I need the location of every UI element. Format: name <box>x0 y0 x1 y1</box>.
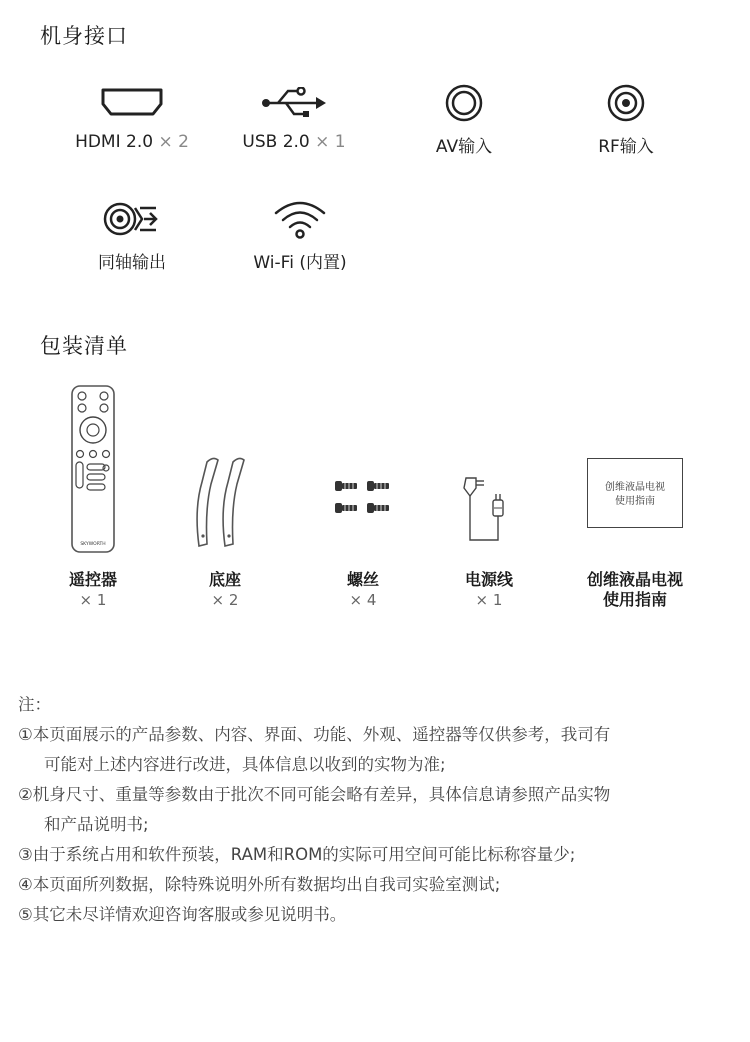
notes-heading: 注： <box>18 695 51 714</box>
package-item-stand <box>150 382 300 610</box>
port-hdmi-qty: × 2 <box>153 132 189 152</box>
port-hdmi <box>52 78 212 152</box>
package-stand-qty: × 2 <box>211 591 239 609</box>
note-line-2: ②机身尺寸、重量等参数由于批次不同可能会略有差异，具体信息请参照产品实物 <box>18 785 611 804</box>
hdmi-port-icon <box>52 78 212 128</box>
package-remote-name: 遥控器 <box>68 570 117 589</box>
package-power-cord-qty: × 1 <box>475 591 503 609</box>
port-rf <box>546 78 706 157</box>
note-line-3: ③由于系统占用和软件预装，RAM和ROM的实际可用空间可能比标称容量少; <box>18 845 576 864</box>
note-line-1: ①本页面展示的产品参数、内容、界面、功能、外观、遥控器等仅供参考，我司有 <box>18 725 611 744</box>
package-power-cord-name: 电源线 <box>464 570 513 589</box>
note-line-1-cont: 可能对上述内容进行改进，具体信息以收到的实物为准; <box>44 755 446 774</box>
package-item-manual <box>560 382 710 610</box>
package-manual-name-line2: 使用指南 <box>602 590 667 609</box>
av-port-icon <box>384 78 544 128</box>
port-usb-label: USB 2.0 <box>242 132 310 152</box>
port-av-label: AV输入 <box>435 137 493 157</box>
power-cord-icon <box>414 382 564 554</box>
remote-control-icon <box>18 382 168 554</box>
wifi-icon <box>220 194 380 244</box>
port-av <box>384 78 544 157</box>
package-section-title: 包装清单 <box>40 334 128 358</box>
notes-block <box>18 690 733 930</box>
package-screws-name: 螺丝 <box>346 570 379 589</box>
note-line-5: ⑤其它未尽详情欢迎咨询客服或参见说明书。 <box>18 905 347 924</box>
usb-icon <box>214 78 374 128</box>
package-screws-qty: × 4 <box>349 591 377 609</box>
manual-icon <box>560 382 710 554</box>
port-wifi-label: Wi-Fi (内置) <box>253 253 347 273</box>
package-manual-name-line1: 创维液晶电视 <box>586 570 683 589</box>
port-hdmi-label: HDMI 2.0 <box>75 132 154 152</box>
stand-legs-icon <box>150 382 300 554</box>
port-usb <box>214 78 374 152</box>
note-line-2-cont: 和产品说明书; <box>44 815 149 834</box>
package-remote-qty: × 1 <box>79 591 107 609</box>
rf-port-icon <box>546 78 706 128</box>
package-stand-name: 底座 <box>208 570 241 589</box>
note-line-4: ④本页面所列数据，除特殊说明外所有数据均出自我司实验室测试; <box>18 875 501 894</box>
ports-section-title: 机身接口 <box>40 24 128 48</box>
package-item-remote <box>18 382 168 610</box>
package-item-power-cord <box>414 382 564 610</box>
manual-cover-line2: 使用指南 <box>615 496 655 507</box>
manual-cover-line1: 创维液晶电视 <box>605 482 665 493</box>
port-coaxial-label: 同轴输出 <box>98 253 166 273</box>
remote-brand-text: SKYWORTH <box>80 542 106 547</box>
port-rf-label: RF输入 <box>598 137 654 157</box>
port-wifi <box>220 194 380 273</box>
port-coaxial <box>52 194 212 273</box>
port-usb-qty: × 1 <box>309 132 346 152</box>
coaxial-output-icon <box>52 194 212 244</box>
